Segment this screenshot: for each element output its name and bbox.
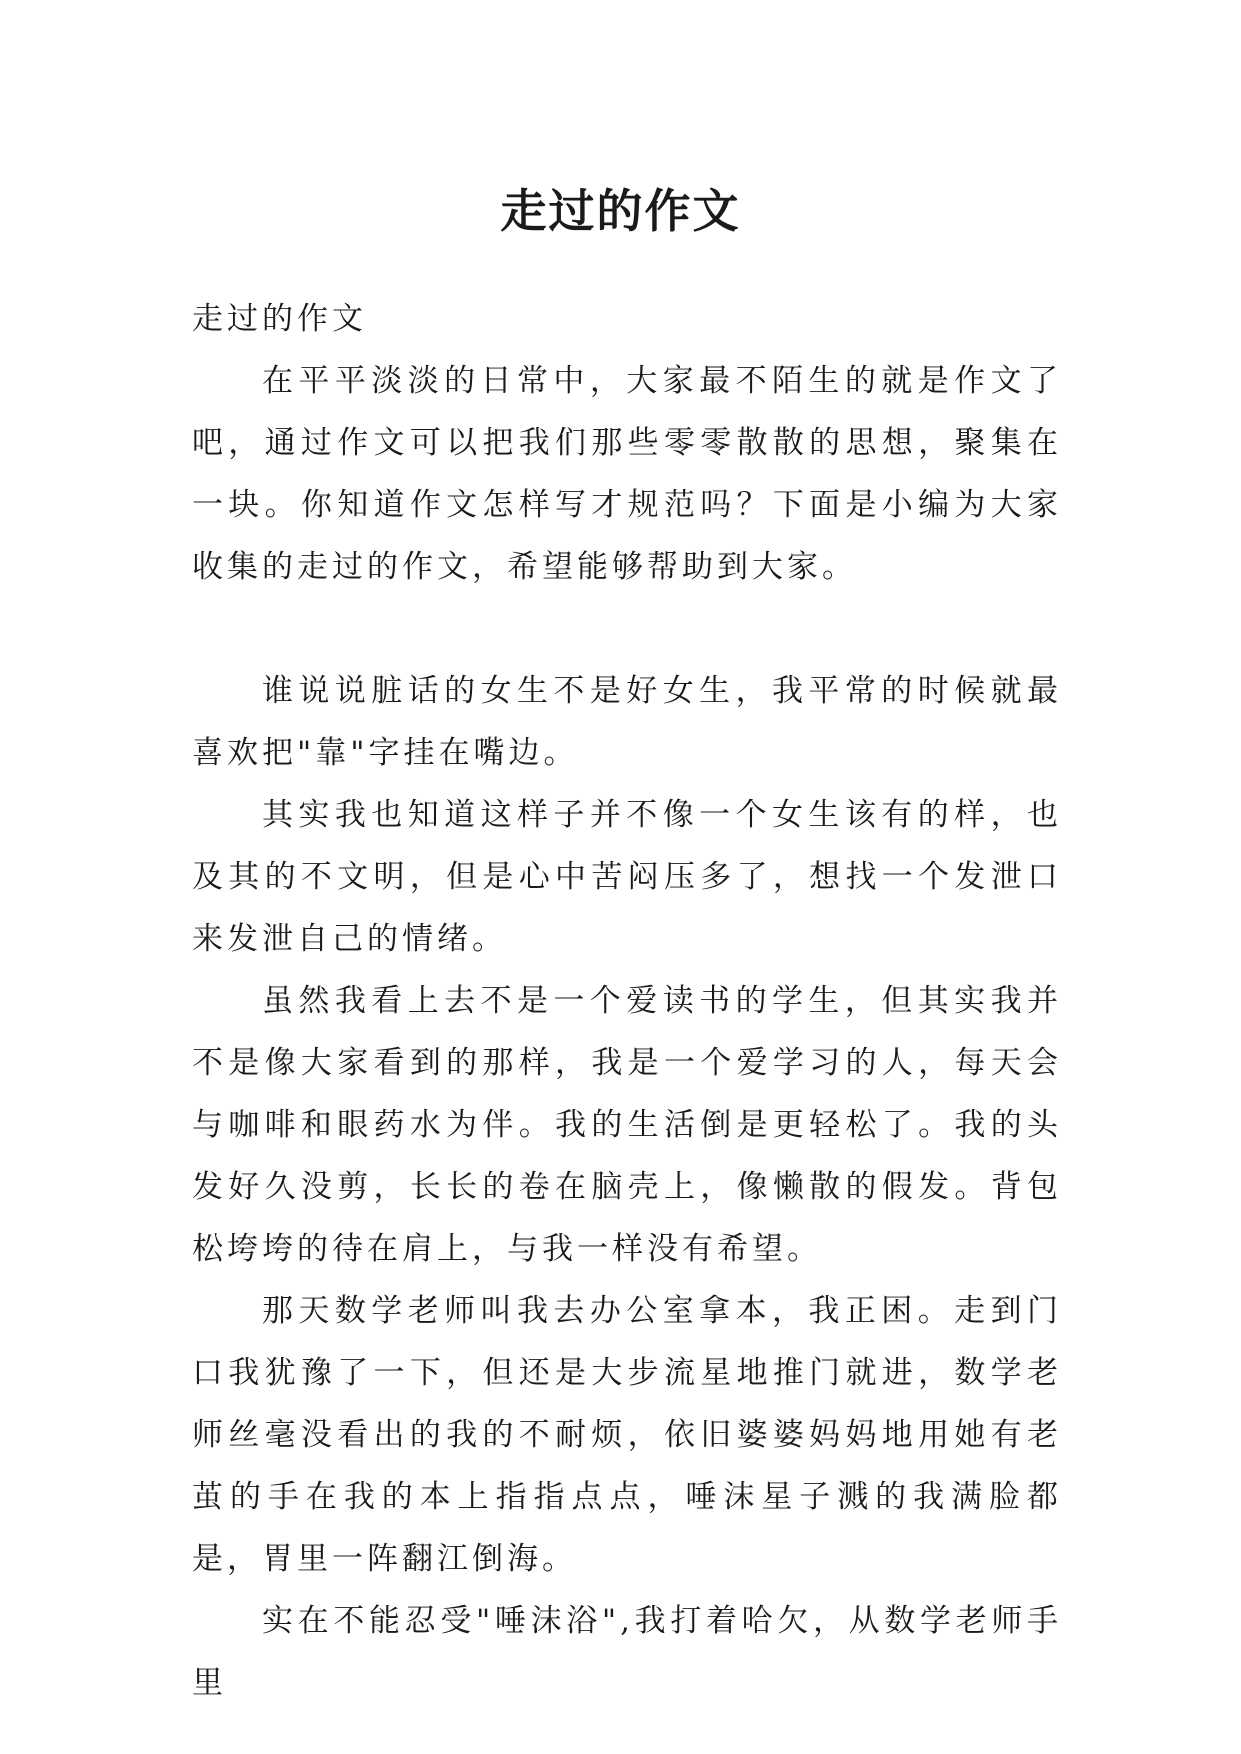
body-paragraph: 那天数学老师叫我去办公室拿本，我正困。走到门口我犹豫了一下，但还是大步流星地推门就进，数学老师丝毫没看出的我的不耐烦，依旧婆婆妈妈地用她有老茧的手在我的本上指指点点，唾沫星子溅的我满脸都是，胃里一阵翻江倒海。	[192, 1293, 1062, 1577]
document-title: 走过的作文	[500, 183, 741, 238]
body-paragraph: 虽然我看上去不是一个爱读书的学生，但其实我并不是像大家看到的那样，我是一个爱学习的人，每天会与咖啡和眼药水为伴。我的生活倒是更轻松了。我的头发好久没剪，长长的卷在脑壳上，像懒散的假发。背包松垮垮的待在肩上，与我一样没有希望。	[192, 983, 1062, 1267]
paragraph-spacer	[192, 598, 1062, 660]
body-paragraph: 其实我也知道这样子并不像一个女生该有的样，也及其的不文明，但是心中苦闷压多了，想找一个发泄口来发泄自己的情绪。	[192, 797, 1062, 957]
body-paragraph: 实在不能忍受"唾沫浴",我打着哈欠，从数学老师手里	[192, 1603, 1062, 1701]
document-body	[192, 288, 1062, 1714]
document-subtitle: 走过的作文	[192, 301, 367, 337]
body-paragraph: 谁说说脏话的女生不是好女生，我平常的时候就最喜欢把"靠"字挂在嘴边。	[192, 673, 1062, 771]
intro-paragraph: 在平平淡淡的日常中，大家最不陌生的就是作文了吧，通过作文可以把我们那些零零散散的思想，聚集在一块。你知道作文怎样写才规范吗？下面是小编为大家收集的走过的作文，希望能够帮助到大家。	[192, 363, 1062, 585]
